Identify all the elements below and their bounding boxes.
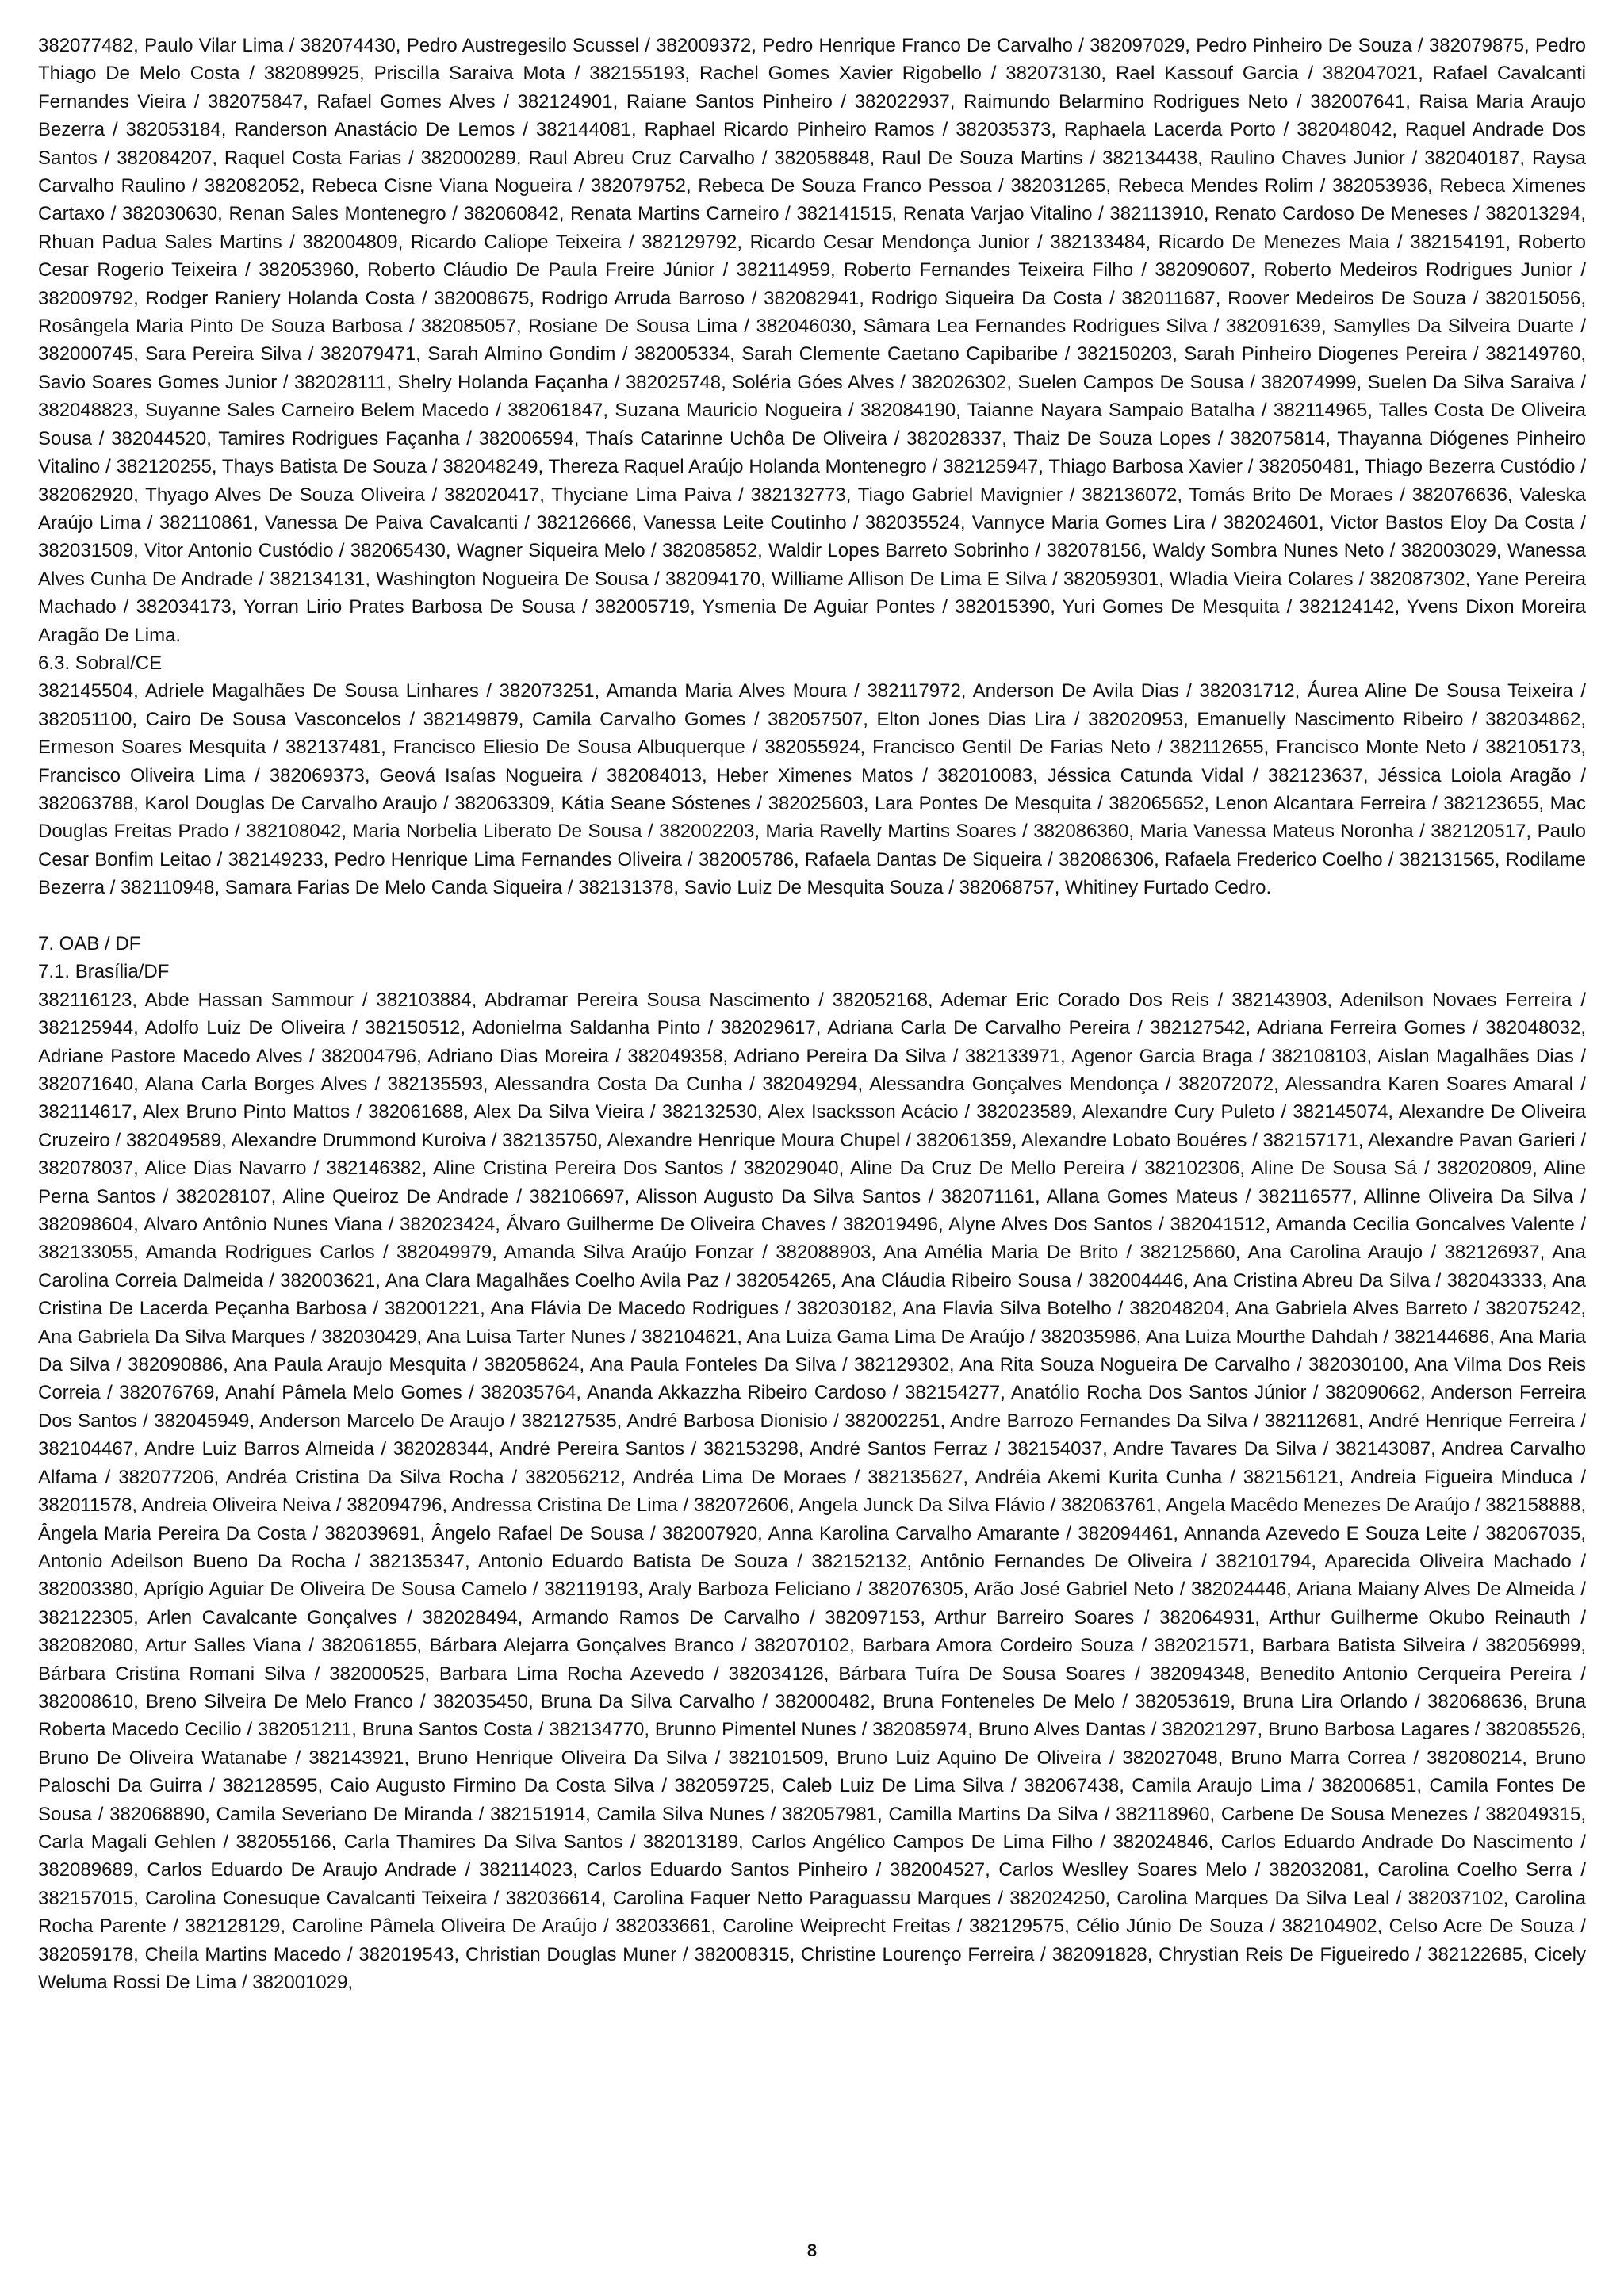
document-page	[38, 32, 1586, 1996]
section-7-1-paragraph: 382116123, Abde Hassan Sammour / 382103884, Abdramar Pereira Sousa Nascimento / 382052168, Ademar Eric Corado Dos Reis / 382143903, Adenilson Novaes Ferreira / 382125944, Adolfo Luiz De Oliveira / 382150512, Adonielma Saldanha Pinto / 382029617, Adriana Carla De Carvalho Pereira / 382127542, Adriana Ferreira Gomes / 382048032, Adriane Pastore Macedo Alves / 382004796, Adriano Dias Moreira / 382049358, Adriano Pereira Da Silva / 382133971, Agenor Garcia Braga / 382108103, Aislan Magalhães Dias / 382071640, Alana Carla Borges Alves / 382135593, Alessandra Costa Da Cunha / 382049294, Alessandra Gonçalves Mendonça / 382072072, Alessandra Karen Soares Amaral / 382114617, Alex Bruno Pinto Mattos / 382061688, Alex Da Silva Vieira / 382132530, Alex Isacksson Acácio / 382023589, Alexandre Cury Puleto / 382145074, Alexandre De Oliveira Cruzeiro / 382049589, Alexandre Drummond Kuroiva / 382135750, Alexandre Henrique Moura Chupel / 382061359, Alexandre Lobato Bouéres / 382157171, Alexandre Pavan Garieri / 382078037, Alice Dias Navarro / 382146382, Aline Cristina Pereira Dos Santos / 382029040, Aline Da Cruz De Mello Pereira / 382102306, Aline De Sousa Sá / 382020809, Aline Perna Santos / 382028107, Aline Queiroz De Andrade / 382106697, Alisson Augusto Da Silva Santos / 382071161, Allana Gomes Mateus / 382116577, Allinne Oliveira Da Silva / 382098604, Alvaro Antônio Nunes Viana / 382023424, Álvaro Guilherme De Oliveira Chaves / 382019496, Alyne Alves Dos Santos / 382041512, Amanda Cecilia Goncalves Valente / 382133055, Amanda Rodrigues Carlos / 382049979, Amanda Silva Araújo Fonzar / 382088903, Ana Amélia Maria De Brito / 382125660, Ana Carolina Araujo / 382126937, Ana Carolina Correia Dalmeida / 382003621, Ana Clara Magalhães Coelho Avila Paz / 382054265, Ana Cláudia Ribeiro Sousa / 382004446, Ana Cristina Abreu Da Silva / 382043333, Ana Cristina De Lacerda Peçanha Barbosa / 382001221, Ana Flávia De Macedo Rodrigues / 382030182, Ana Flavia Silva Botelho / 382048204, Ana Gabriela Alves Barreto / 382075242, Ana Gabriela Da Silva Marques / 382030429, Ana Luisa Tarter Nunes / 382104621, Ana Luiza Gama Lima De Araújo / 382035986, Ana Luiza Mourthe Dahdah / 382144686, Ana Maria Da Silva / 382090886, Ana Paula Araujo Mesquita / 382058624, Ana Paula Fonteles Da Silva / 382129302, Ana Rita Souza Nogueira De Carvalho / 382030100, Ana Vilma Dos Reis Correia / 382076769, Anahí Pâmela Melo Gomes / 382035764, Ananda Akkazzha Ribeiro Cardoso / 382154277, Anatólio Rocha Dos Santos Júnior / 382090662, Anderson Ferreira Dos Santos / 382045949, Anderson Marcelo De Araujo / 382127535, André Barbosa Dionisio / 382002251, Andre Barrozo Fernandes Da Silva / 382112681, André Henrique Ferreira / 382104467, Andre Luiz Barros Almeida / 382028344, André Pereira Santos / 382153298, André Santos Ferraz / 382154037, Andre Tavares Da Silva / 382143087, Andrea Carvalho Alfama / 382077206, Andréa Cristina Da Silva Rocha / 382056212, Andréa Lima De Moraes / 382135627, Andréia Akemi Kurita Cunha / 382156121, Andreia Figueira Minduca / 382011578, Andreia Oliveira Neiva / 382094796, Andressa Cristina De Lima / 382072606, Angela Junck Da Silva Flávio / 382063761, Angela Macêdo Menezes De Araújo / 382158888, Ângela Maria Pereira Da Costa / 382039691, Ângelo Rafael De Sousa / 382007920, Anna Karolina Carvalho Amarante / 382094461, Annanda Azevedo E Souza Leite / 382067035, Antonio Adeilson Bueno Da Rocha / 382135347, Antonio Eduardo Batista De Souza / 382152132, Antônio Fernandes De Oliveira / 382101794, Aparecida Oliveira Machado / 382003380, Aprígio Aguiar De Oliveira De Sousa Camelo / 382119193, Araly Barboza Feliciano / 382076305, Arão José Gabriel Neto / 382024446, Ariana Maiany Alves De Almeida / 382122305, Arlen Cavalcante Gonçalves / 382028494, Armando Ramos De Carvalho / 382097153, Arthur Barreiro Soares / 382064931, Arthur Guilherme Okubo Reinauth / 382082080, Artur Salles Viana / 382061855, Bárbara Alejarra Gonçalves Branco / 382070102, Barbara Amora Cordeiro Souza / 382021571, Barbara Batista Silveira / 382056999, Bárbara Cristina Romani Silva / 382000525, Barbara Lima Rocha Azevedo / 382034126, Bárbara Tuíra De Sousa Soares / 382094348, Benedito Antonio Cerqueira Pereira / 382008610, Breno Silveira De Melo Franco / 382035450, Bruna Da Silva Carvalho / 382000482, Bruna Fonteneles De Melo / 382053619, Bruna Lira Orlando / 382068636, Bruna Roberta Macedo Cecilio / 382051211, Bruna Santos Costa / 382134770, Brunno Pimentel Nunes / 382085974, Bruno Alves Dantas / 382021297, Bruno Barbosa Lagares / 382085526, Bruno De Oliveira Watanabe / 382143921, Bruno Henrique Oliveira Da Silva / 382101509, Bruno Luiz Aquino De Oliveira / 382027048, Bruno Marra Correa / 382080214, Bruno Paloschi Da Guirra / 382128595, Caio Augusto Firmino Da Costa Silva / 382059725, Caleb Luiz De Lima Silva / 382067438, Camila Araujo Lima / 382006851, Camila Fontes De Sousa / 382068890, Camila Severiano De Miranda / 382151914, Camila Silva Nunes / 382057981, Camilla Martins Da Silva / 382118960, Carbene De Sousa Menezes / 382049315, Carla Magali Gehlen / 382055166, Carla Thamires Da Silva Santos / 382013189, Carlos Angélico Campos De Lima Filho / 382024846, Carlos Eduardo Andrade Do Nascimento / 382089689, Carlos Eduardo De Araujo Andrade / 382114023, Carlos Eduardo Santos Pinheiro / 382004527, Carlos Weslley Soares Melo / 382032081, Carolina Coelho Serra / 382157015, Carolina Conesuque Cavalcanti Teixeira / 382036614, Carolina Faquer Netto Paraguassu Marques / 382024250, Carolina Marques Da Silva Leal / 382037102, Carolina Rocha Parente / 382128129, Caroline Pâmela Oliveira De Araújo / 382033661, Caroline Weiprecht Freitas / 382129575, Célio Júnio De Souza / 382104902, Celso Acre De Souza / 382059178, Cheila Martins Macedo / 382019543, Christian Douglas Muner / 382008315, Christine Lourenço Ferreira / 382091828, Chrystian Reis De Figueiredo / 382122685, Cicely Weluma Rossi De Lima / 382001029,	[38, 989, 1586, 1994]
page-number: 8	[806, 2241, 818, 2260]
continuation-paragraph: 382077482, Paulo Vilar Lima / 382074430, Pedro Austregesilo Scussel / 382009372, Pedro Henrique Franco De Carvalho / 382097029, Pedro Pinheiro De Souza / 382079875, Pedro Thiago De Melo Costa / 382089925, Priscilla Saraiva Mota / 382155193, Rachel Gomes Xavier Rigobello / 382073130, Rael Kassouf Garcia / 382047021, Rafael Cavalcanti Fernandes Vieira / 382075847, Rafael Gomes Alves / 382124901, Raiane Santos Pinheiro / 382022937, Raimundo Belarmino Rodrigues Neto / 382007641, Raisa Maria Araujo Bezerra / 382053184, Randerson Anastácio De Lemos / 382144081, Raphael Ricardo Pinheiro Ramos / 382035373, Raphaela Lacerda Porto / 382048042, Raquel Andrade Dos Santos / 382084207, Raquel Costa Farias / 382000289, Raul Abreu Cruz Carvalho / 382058848, Raul De Souza Martins / 382134438, Raulino Chaves Junior / 382040187, Raysa Carvalho Raulino / 382082052, Rebeca Cisne Viana Nogueira / 382079752, Rebeca De Souza Franco Pessoa / 382031265, Rebeca Mendes Rolim / 382053936, Rebeca Ximenes Cartaxo / 382030630, Renan Sales Montenegro / 382060842, Renata Martins Carneiro / 382141515, Renata Varjao Vitalino / 382113910, Renato Cardoso De Meneses / 382013294, Rhuan Padua Sales Martins / 382004809, Ricardo Caliope Teixeira / 382129792, Ricardo Cesar Mendonça Junior / 382133484, Ricardo De Menezes Maia / 382154191, Roberto Cesar Rogerio Teixeira / 382053960, Roberto Cláudio De Paula Freire Júnior / 382114959, Roberto Fernandes Teixeira Filho / 382090607, Roberto Medeiros Rodrigues Junior / 382009792, Rodger Raniery Holanda Costa / 382008675, Rodrigo Arruda Barroso / 382082941, Rodrigo Siqueira Da Costa / 382011687, Roover Medeiros De Souza / 382015056, Rosângela Maria Pinto De Souza Barbosa / 382085057, Rosiane De Sousa Lima / 382046030, Sâmara Lea Fernandes Rodrigues Silva / 382091639, Samylles Da Silveira Duarte / 382000745, Sara Pereira Silva / 382079471, Sarah Almino Gondim / 382005334, Sarah Clemente Caetano Capibaribe / 382150203, Sarah Pinheiro Diogenes Pereira / 382149760, Savio Soares Gomes Junior / 382028111, Shelry Holanda Façanha / 382025748, Soléria Góes Alves / 382026302, Suelen Campos De Sousa / 382074999, Suelen Da Silva Saraiva / 382048823, Suyanne Sales Carneiro Belem Macedo / 382061847, Suzana Mauricio Nogueira / 382084190, Taianne Nayara Sampaio Batalha / 382114965, Talles Costa De Oliveira Sousa / 382044520, Tamires Rodrigues Façanha / 382006594, Thaís Catarinne Uchôa De Oliveira / 382028337, Thaiz De Souza Lopes / 382075814, Thayanna Diógenes Pinheiro Vitalino / 382120255, Thays Batista De Souza / 382048249, Thereza Raquel Araújo Holanda Montenegro / 382125947, Thiago Barbosa Xavier / 382050481, Thiago Bezerra Custódio / 382062920, Thyago Alves De Souza Oliveira / 382020417, Thyciane Lima Paiva / 382132773, Tiago Gabriel Mavignier / 382136072, Tomás Brito De Moraes / 382076636, Valeska Araújo Lima / 382110861, Vanessa De Paiva Cavalcanti / 382126666, Vanessa Leite Coutinho / 382035524, Vannyce Maria Gomes Lira / 382024601, Victor Bastos Eloy Da Costa / 382031509, Vitor Antonio Custódio / 382065430, Wagner Siqueira Melo / 382085852, Waldir Lopes Barreto Sobrinho / 382078156, Waldy Sombra Nunes Neto / 382003029, Wanessa Alves Cunha De Andrade / 382134131, Washington Nogueira De Sousa / 382094170, Williame Allison De Lima E Silva / 382059301, Wladia Vieira Colares / 382087302, Yane Pereira Machado / 382034173, Yorran Lirio Prates Barbosa De Sousa / 382005719, Ysmenia De Aguiar Pontes / 382015390, Yuri Gomes De Mesquita / 382124142, Yvens Dixon Moreira Aragão De Lima.	[38, 35, 1586, 646]
section-7-heading: 7. OAB / DF	[38, 932, 141, 955]
section-6-3-paragraph: 382145504, Adriele Magalhães De Sousa Linhares / 382073251, Amanda Maria Alves Moura / 382117972, Anderson De Avila Dias / 382031712, Áurea Aline De Sousa Teixeira / 382051100, Cairo De Sousa Vasconcelos / 382149879, Camila Carvalho Gomes / 382057507, Elton Jones Dias Lira / 382020953, Emanuelly Nascimento Ribeiro / 382034862, Ermeson Soares Mesquita / 382137481, Francisco Eliesio De Sousa Albuquerque / 382055924, Francisco Gentil De Farias Neto / 382112655, Francisco Monte Neto / 382105173, Francisco Oliveira Lima / 382069373, Geová Isaías Nogueira / 382084013, Heber Ximenes Matos / 382010083, Jéssica Catunda Vidal / 382123637, Jéssica Loiola Aragão / 382063788, Karol Douglas De Carvalho Araujo / 382063309, Kátia Seane Sóstenes / 382025603, Lara Pontes De Mesquita / 382065652, Lenon Alcantara Ferreira / 382123655, Mac Douglas Freitas Prado / 382108042, Maria Norbelia Liberato De Sousa / 382002203, Maria Ravelly Martins Soares / 382086360, Maria Vanessa Mateus Noronha / 382120517, Paulo Cesar Bonfim Leitao / 382149233, Pedro Henrique Lima Fernandes Oliveira / 382005786, Rafaela Dantas De Siqueira / 382086306, Rafaela Frederico Coelho / 382131565, Rodilame Bezerra / 382110948, Samara Farias De Melo Canda Siqueira / 382131378, Savio Luiz De Mesquita Souza / 382068757, Whitiney Furtado Cedro.	[38, 680, 1586, 899]
section-6-3-heading: 6.3. Sobral/CE	[38, 652, 163, 674]
section-7-1-subheading: 7.1. Brasília/DF	[38, 961, 170, 983]
section-spacer	[38, 902, 1586, 930]
